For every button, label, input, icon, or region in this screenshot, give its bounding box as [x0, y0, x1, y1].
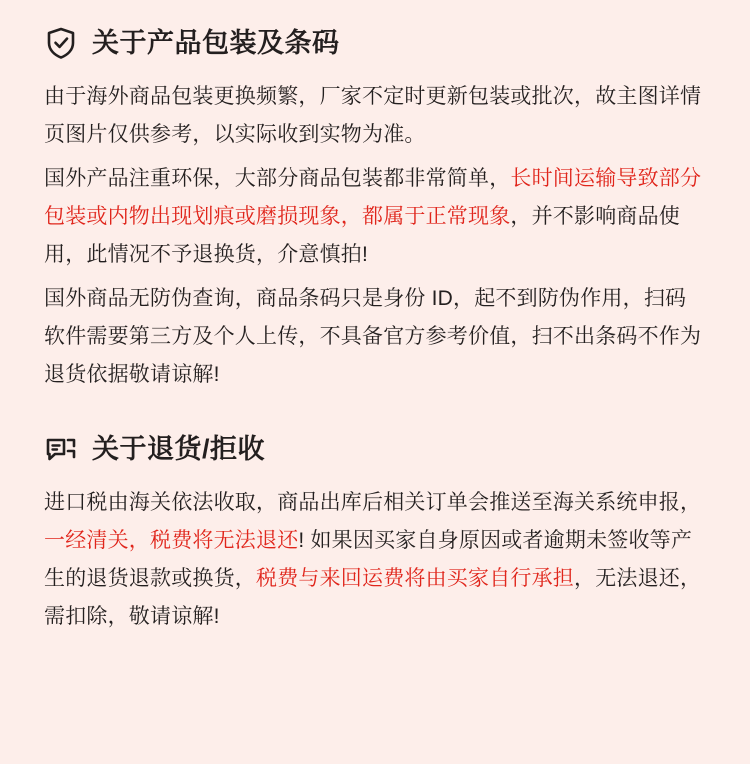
text-run: ! 如果因买家自身原因或者逾期未签收等产生的退货退款或换货， — [44, 529, 693, 590]
text-run: 进口税由海关依法收取，商品出库后相关订单会推送至海关系统申报， — [44, 491, 702, 514]
section-header — [44, 26, 706, 60]
section-packaging-barcode — [44, 26, 706, 394]
shield-check-icon — [44, 26, 78, 60]
text-run-highlight: 税费与来回运费将由买家自行承担 — [256, 567, 574, 590]
section-returns-rejection — [44, 432, 706, 636]
chat-return-icon — [44, 432, 78, 466]
bottom-spacer — [44, 642, 706, 702]
paragraph — [44, 280, 706, 394]
text-run: 国外产品注重环保，大部分商品包装都非常简单， — [44, 167, 511, 190]
section-title: 关于退货/拒收 — [92, 433, 266, 464]
text-run-highlight: 长时间运输导致部分包装或内物出现划痕或磨损现象，都属于正常现象 — [44, 167, 702, 228]
text-run: ，并不影响商品使用，此情况不予退换货，介意慎拍! — [44, 205, 681, 266]
paragraph — [44, 484, 706, 636]
text-run: 由于海外商品包装更换频繁，厂家不定时更新包装或批次，故主图详情页图片仅供参考，以实际收到实物为准。 — [44, 85, 702, 146]
section-header — [44, 432, 706, 466]
text-run: ，无法退还，需扣除，敬请谅解! — [44, 567, 702, 628]
section-title: 关于产品包装及条码 — [92, 27, 340, 58]
text-run-highlight: 一经清关，税费将无法退还 — [44, 529, 299, 552]
paragraph — [44, 160, 706, 274]
text-run: 国外商品无防伪查询，商品条码只是身份 ID，起不到防伪作用，扫码软件需要第三方及个人上传，不具备官方参考价值，扫不出条码不作为退货依据敬请谅解! — [44, 287, 702, 386]
paragraph — [44, 78, 706, 154]
